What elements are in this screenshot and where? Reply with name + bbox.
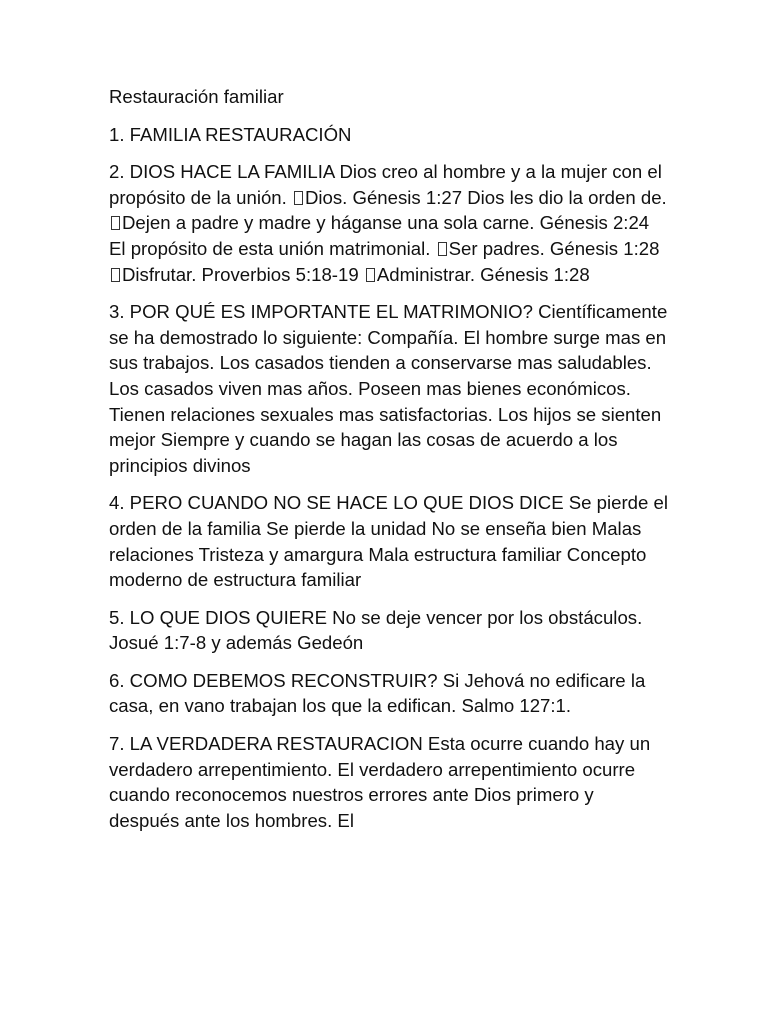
document-title: Restauración familiar [109, 86, 284, 107]
paragraph-2-text-c: Dejen a padre y madre y háganse una sola carne. Génesis 2:24 El propósito de esta unión matrimonial. [109, 212, 650, 259]
paragraph-2-text-a: 2. DIOS HACE LA FAMILIA Dios creo al hombre y a la mujer con el propósito de la unión. [109, 161, 662, 208]
paragraph-7 [109, 731, 669, 833]
missing-glyph-box-icon [438, 242, 447, 256]
document-body [109, 84, 669, 845]
missing-glyph-box-icon [111, 216, 120, 230]
paragraph-3 [109, 299, 669, 478]
paragraph-2-text-d: Ser padres. Génesis 1:28 [448, 237, 660, 259]
paragraph-2-text-f: Administrar. Génesis 1:28 [376, 263, 590, 285]
paragraph-5-text: 5. LO QUE DIOS QUIERE No se deje vencer por los obstáculos. Josué 1:7-8 y además Gedeón [109, 606, 643, 654]
missing-glyph-box-icon [294, 191, 303, 205]
paragraph-4-text: 4. PERO CUANDO NO SE HACE LO QUE DIOS DICE Se pierde el orden de la familia Se pierde la unidad No se enseña bien Malas relaciones Tristeza y amargura Mala estructura familiar Concepto moderno de estructura familiar [109, 492, 669, 591]
paragraph-1 [109, 122, 669, 148]
paragraph-1-text: 1. FAMILIA RESTAURACIÓN [109, 123, 352, 145]
paragraph-5 [109, 605, 669, 656]
paragraph-6 [109, 668, 669, 719]
paragraph-3-text: 3. POR QUÉ ES IMPORTANTE EL MATRIMONIO? Científicamente se ha demostrado lo siguiente: Compañía. El hombre surge mas en sus trabajos. Los casados tienden a conservarse mas saludables. Los casados viven mas años. Poseen mas bienes económicos. Tienen relaciones sexuales mas satisfactorias. Los hijos se sienten mejor Siempre y cuando se hagan las cosas de acuerdo a los principios divinos [109, 301, 668, 476]
paragraph-2-text-b: Dios. Génesis 1:27 Dios les dio la orden de. [304, 186, 667, 208]
missing-glyph-box-icon [366, 268, 375, 282]
paragraph-7-text: 7. LA VERDADERA RESTAURACION Esta ocurre cuando hay un verdadero arrepentimiento. El verdadero arrepentimiento ocurre cuando reconocemos nuestros errores ante Dios primero y después ante los hombres. El [109, 733, 651, 831]
paragraph-2 [109, 159, 669, 287]
missing-glyph-box-icon [111, 268, 120, 282]
paragraph-2-text-e: Disfrutar. Proverbios 5:18-19 [122, 263, 364, 285]
paragraph-6-text: 6. COMO DEBEMOS RECONSTRUIR? Si Jehová no edificare la casa, en vano trabajan los que la edifican. Salmo 127:1. [109, 669, 646, 717]
paragraph-4 [109, 490, 669, 592]
